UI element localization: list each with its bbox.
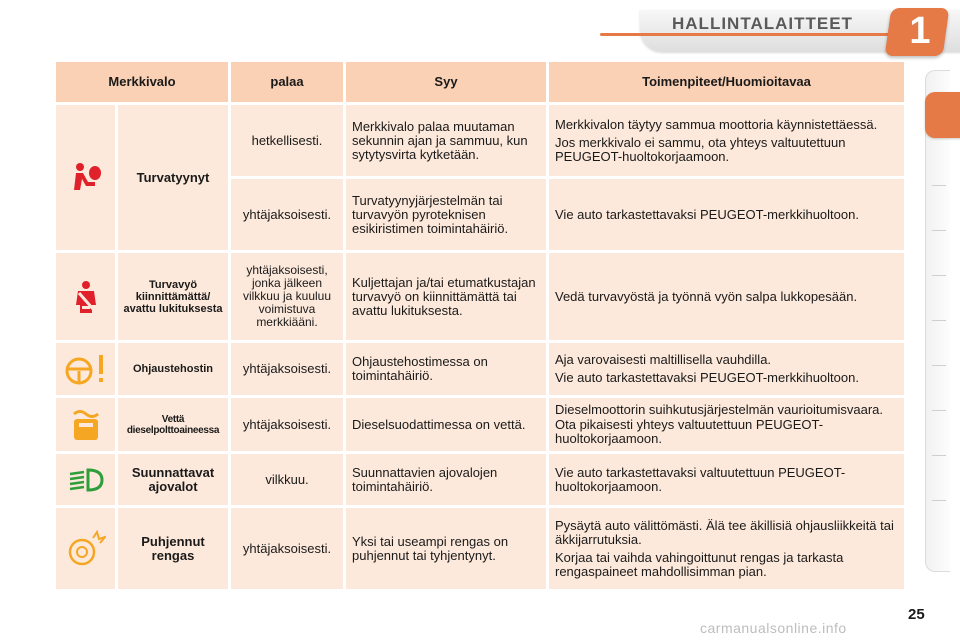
airbag-icon: [56, 105, 115, 250]
syy-cell: Turvatyynyjärjestelmän tai turvavyön pyroteknisen esikiristimen toimintahäiriö.: [346, 179, 546, 250]
toimenpiteet-cell: [549, 179, 904, 250]
table-subrow: [231, 105, 904, 176]
toimenpide-text: Dieselmoottorin suihkutusjärjestelmän vaurioitumisvaara.: [555, 402, 884, 417]
palaa-cell: yhtäjaksoisesti.: [231, 508, 343, 589]
toimenpiteet-cell: [549, 105, 904, 176]
palaa-cell: yhtäjaksoisesti.: [231, 398, 343, 451]
toimenpiteet-cell: [549, 253, 904, 340]
side-tab-divider: [932, 365, 946, 366]
table-row: [56, 508, 904, 589]
flat-tyre-icon: [56, 508, 115, 589]
syy-cell: Suunnattavien ajovalojen toimintahäiriö.: [346, 454, 546, 505]
side-tab-divider: [932, 455, 946, 456]
dipped-beam-icon: [56, 454, 115, 505]
side-tab-active[interactable]: [925, 92, 960, 138]
row-name: Ohjaustehostin: [118, 343, 228, 395]
toimenpide-text: Pysäytä auto välittömästi. Älä tee äkillisiä ohjausliikkeitä tai äkkijarrutuksia.: [555, 517, 894, 547]
side-tab-divider: [932, 230, 946, 231]
syy-cell: Yksi tai useampi rengas on puhjennut tai tyhjentynyt.: [346, 508, 546, 589]
toimenpiteet-cell: [549, 454, 904, 505]
toimenpide-text: Vie auto tarkastettavaksi PEUGEOT-merkkihuoltoon.: [555, 206, 859, 222]
sub-rows: [231, 105, 904, 250]
toimenpiteet-cell: [549, 343, 904, 395]
column-header-palaa: palaa: [231, 62, 343, 102]
palaa-cell: hetkellisesti.: [231, 105, 343, 176]
page-number: 25: [908, 606, 925, 623]
side-tab-divider: [932, 500, 946, 501]
water-in-diesel-icon: [56, 398, 115, 451]
side-tab-divider: [932, 185, 946, 186]
palaa-cell: yhtäjaksoisesti, jonka jälkeen vilkkuu ja kuuluu voimistuva merkkiääni.: [231, 253, 343, 340]
row-name: Vettä dieselpolttoaineessa: [118, 398, 228, 451]
toimenpide-text: Vie auto tarkastettavaksi PEUGEOT-merkkihuoltoon.: [555, 370, 859, 385]
warning-lights-table: [56, 62, 904, 592]
column-header-toimenpiteet: Toimenpiteet/Huomioitavaa: [549, 62, 904, 102]
page-title: HALLINTALAITTEET: [672, 14, 853, 33]
table-row: [56, 454, 904, 505]
row-name: Puhjennut rengas: [118, 508, 228, 589]
side-tab-rail: [925, 70, 950, 572]
table-header-row: [56, 62, 904, 102]
syy-cell: Merkkivalo palaa muutaman sekunnin ajan ja sammuu, kun sytytysvirta kytketään.: [346, 105, 546, 176]
toimenpiteet-cell: [549, 508, 904, 589]
side-tab-divider: [932, 275, 946, 276]
toimenpide-text: Vedä turvavyöstä ja työnnä vyön salpa lukkopesään.: [555, 288, 858, 304]
row-name: Suunnattavat ajovalot: [118, 454, 228, 505]
steering-warning-icon: [56, 343, 115, 395]
column-header-merkkivalo: Merkkivalo: [56, 62, 228, 102]
side-tab-divider: [932, 410, 946, 411]
table-row: [56, 398, 904, 451]
syy-cell: Ohjaustehostimessa on toimintahäiriö.: [346, 343, 546, 395]
toimenpide-text: Vie auto tarkastettavaksi valtuutettuun PEUGEOT-huoltokorjaamoon.: [555, 464, 846, 494]
table-row: [56, 343, 904, 395]
table-row: [56, 253, 904, 340]
row-name: Turvatyynyt: [118, 105, 228, 250]
chapter-number: 1: [909, 10, 931, 52]
toimenpide-text: Ota pikaisesti yhteys valtuutettuun PEUGEOT-huoltokorjaamoon.: [555, 417, 824, 446]
row-name: Turvavyö kiinnittämättä/ avattu lukituksesta: [118, 253, 228, 340]
seatbelt-icon: [56, 253, 115, 340]
syy-cell: Dieselsuodattimessa on vettä.: [346, 398, 546, 451]
table-subrow: [231, 179, 904, 250]
toimenpide-text: Merkkivalon täytyy sammua moottoria käynnistettäessä.: [555, 116, 878, 132]
toimenpiteet-cell: [549, 398, 904, 451]
palaa-cell: yhtäjaksoisesti.: [231, 179, 343, 250]
toimenpide-text: Korjaa tai vaihda vahingoittunut rengas ja tarkasta rengaspaineet mahdollisimman pian.: [555, 549, 844, 579]
syy-cell: Kuljettajan ja/tai etumatkustajan turvavyö on kiinnittämättä tai avattu lukituksesta.: [346, 253, 546, 340]
watermark: carmanualsonline.info: [700, 620, 847, 636]
palaa-cell: vilkkuu.: [231, 454, 343, 505]
palaa-cell: yhtäjaksoisesti.: [231, 343, 343, 395]
toimenpide-text: Aja varovaisesti maltillisella vauhdilla.: [555, 352, 772, 367]
column-header-syy: Syy: [346, 62, 546, 102]
side-tab-divider: [932, 320, 946, 321]
toimenpide-text: Jos merkkivalo ei sammu, ota yhteys valtuutettuun PEUGEOT-huoltokorjaamoon.: [555, 134, 846, 164]
table-row: [56, 105, 904, 250]
